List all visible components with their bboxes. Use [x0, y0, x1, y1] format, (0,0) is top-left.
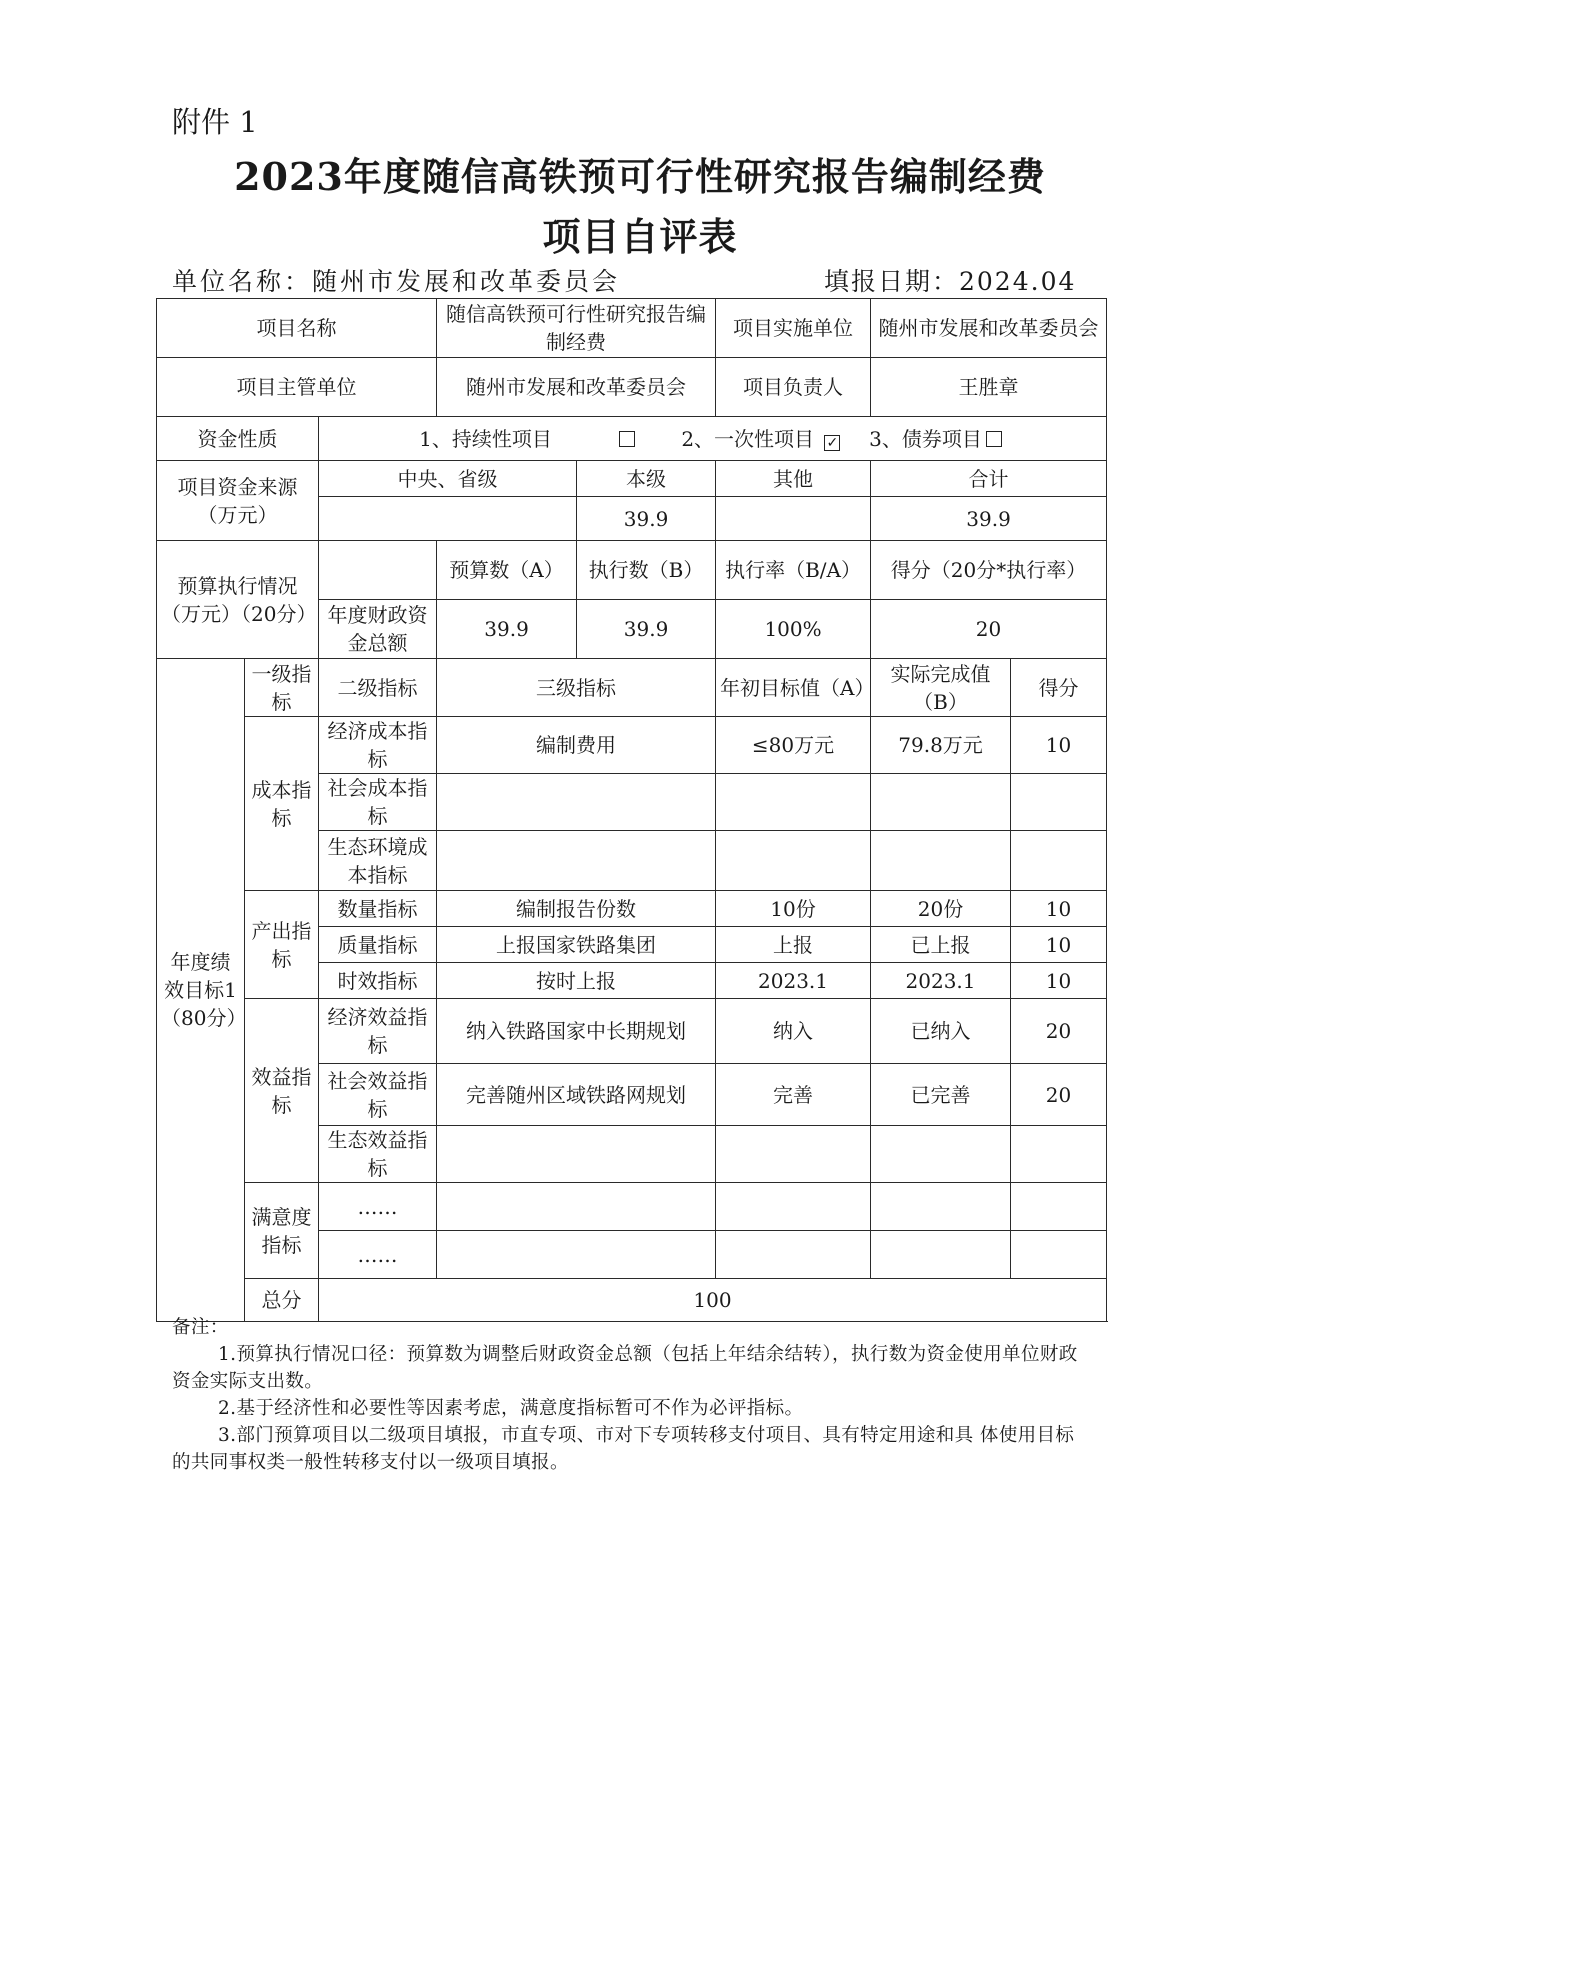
note-2: 2.基于经济性和必要性等因素考虑，满意度指标暂可不作为必评指标。	[218, 1398, 804, 1419]
perf-l2: 生态环境成本指标	[319, 831, 437, 891]
perf-target-header: 年初目标值（A）	[716, 659, 871, 717]
perf-score: 10	[1011, 927, 1107, 963]
fund-source-total-header: 合计	[871, 461, 1107, 497]
perf-actual: 79.8万元	[871, 717, 1011, 774]
perf-score	[1011, 831, 1107, 891]
option-recurring: 1、持续性项目	[419, 426, 552, 451]
perf-group-label: 产出指标	[245, 891, 319, 999]
perf-actual: 已完善	[871, 1064, 1011, 1126]
budget-header-row	[157, 541, 1107, 600]
perf-l2-header: 二级指标	[319, 659, 437, 717]
report-date: 填报日期：2024.04	[824, 267, 1077, 296]
recurring-checkbox[interactable]	[619, 431, 635, 447]
leader-value: 王胜章	[871, 358, 1107, 417]
notes-heading: 备注：	[172, 1317, 229, 1338]
budget-score-header: 得分（20分*执行率）	[871, 541, 1107, 600]
perf-actual	[871, 1183, 1011, 1231]
perf-target: 上报	[716, 927, 871, 963]
perf-actual	[871, 831, 1011, 891]
fund-nature-options	[319, 417, 1107, 461]
fund-source-local-header: 本级	[577, 461, 716, 497]
perf-header-row	[157, 659, 1107, 717]
table-row	[157, 999, 1107, 1064]
perf-l2: 社会效益指标	[319, 1064, 437, 1126]
perf-l3: 上报国家铁路集团	[437, 927, 716, 963]
fund-source-other-value	[716, 497, 871, 541]
perf-l2: 社会成本指标	[319, 774, 437, 831]
perf-l2: 时效指标	[319, 963, 437, 999]
perf-score: 10	[1011, 963, 1107, 999]
perf-target	[716, 831, 871, 891]
perf-score	[1011, 1126, 1107, 1183]
one-time-checkbox[interactable]: ✓	[824, 435, 840, 451]
perf-target	[716, 1126, 871, 1183]
fund-source-total-value: 39.9	[871, 497, 1107, 541]
total-label: 总分	[245, 1279, 319, 1322]
perf-score	[1011, 1183, 1107, 1231]
perf-group-label: 满意度指标	[245, 1183, 319, 1279]
mgr-unit-value: 随州市发展和改革委员会	[437, 358, 716, 417]
attachment-label: 附件 1	[172, 105, 258, 139]
fund-source-local-value: 39.9	[577, 497, 716, 541]
perf-score	[1011, 774, 1107, 831]
note-3: 3.部门预算项目以二级项目填报，市直专项、市对下专项转移支付项目、具有特定用途和具 体使用目标的共同事权类一般性转移支付以一级项目填报。	[172, 1425, 1075, 1473]
budget-row-label: 年度财政资金总额	[319, 600, 437, 659]
perf-target: 10份	[716, 891, 871, 927]
perf-l3	[437, 1231, 716, 1279]
perf-score-header: 得分	[1011, 659, 1107, 717]
budget-executed-header: 执行数（B）	[577, 541, 716, 600]
perf-section-label: 年度绩效目标1（80分）	[157, 659, 245, 1322]
budget-blank-header	[319, 541, 437, 600]
fund-source-central-value	[319, 497, 577, 541]
perf-score: 10	[1011, 891, 1107, 927]
perf-target	[716, 1183, 871, 1231]
perf-actual: 2023.1	[871, 963, 1011, 999]
perf-actual	[871, 1126, 1011, 1183]
perf-score: 10	[1011, 717, 1107, 774]
budget-amount-value: 39.9	[437, 600, 577, 659]
total-value: 100	[319, 1279, 1107, 1322]
notes	[172, 1314, 1092, 1476]
page-subtitle: 项目自评表	[542, 214, 738, 259]
perf-target: 完善	[716, 1064, 871, 1126]
table-row	[157, 1183, 1107, 1231]
perf-l1-header: 一级指标	[245, 659, 319, 717]
perf-group-label: 成本指标	[245, 717, 319, 891]
perf-l3-header: 三级指标	[437, 659, 716, 717]
perf-l3	[437, 831, 716, 891]
option-one-time: 2、一次性项目	[681, 426, 815, 451]
info-row-2	[157, 358, 1107, 417]
budget-rate-header: 执行率（B/A）	[716, 541, 871, 600]
perf-actual	[871, 1231, 1011, 1279]
impl-unit-value: 随州市发展和改革委员会	[871, 299, 1107, 358]
perf-target	[716, 1231, 871, 1279]
self-evaluation-table	[156, 298, 1107, 1322]
perf-actual	[871, 774, 1011, 831]
perf-actual: 已纳入	[871, 999, 1011, 1064]
perf-l2: 质量指标	[319, 927, 437, 963]
perf-l3: 编制报告份数	[437, 891, 716, 927]
fund-source-central-header: 中央、省级	[319, 461, 577, 497]
perf-l3: 按时上报	[437, 963, 716, 999]
fund-source-other-header: 其他	[716, 461, 871, 497]
table-row	[157, 717, 1107, 774]
perf-score	[1011, 1231, 1107, 1279]
perf-actual-header: 实际完成值（B）	[871, 659, 1011, 717]
page-title: 2023年度随信高铁预可行性研究报告编制经费	[234, 154, 1046, 199]
perf-l2: ……	[319, 1231, 437, 1279]
perf-target: 2023.1	[716, 963, 871, 999]
option-bond: 3、债券项目	[869, 426, 982, 451]
perf-actual: 20份	[871, 891, 1011, 927]
perf-l2: ……	[319, 1183, 437, 1231]
project-name-value: 随信高铁预可行性研究报告编制经费	[437, 299, 716, 358]
leader-label: 项目负责人	[716, 358, 871, 417]
budget-rate-value: 100%	[716, 600, 871, 659]
fund-nature-row	[157, 417, 1107, 461]
bond-checkbox[interactable]	[986, 431, 1002, 447]
perf-group-label: 效益指标	[245, 999, 319, 1183]
perf-l2: 经济效益指标	[319, 999, 437, 1064]
fund-source-header-row	[157, 461, 1107, 497]
budget-amount-header: 预算数（A）	[437, 541, 577, 600]
perf-actual: 已上报	[871, 927, 1011, 963]
perf-l3: 纳入铁路国家中长期规划	[437, 999, 716, 1064]
perf-l2: 经济成本指标	[319, 717, 437, 774]
mgr-unit-label: 项目主管单位	[157, 358, 437, 417]
unit-name: 单位名称：随州市发展和改革委员会	[172, 267, 621, 296]
budget-score-value: 20	[871, 600, 1107, 659]
perf-target: ≤80万元	[716, 717, 871, 774]
perf-l3	[437, 1126, 716, 1183]
impl-unit-label: 项目实施单位	[716, 299, 871, 358]
info-row-1	[157, 299, 1107, 358]
project-name-label: 项目名称	[157, 299, 437, 358]
perf-target: 纳入	[716, 999, 871, 1064]
perf-score: 20	[1011, 999, 1107, 1064]
perf-l3: 编制费用	[437, 717, 716, 774]
perf-l3: 完善随州区域铁路网规划	[437, 1064, 716, 1126]
note-1: 1.预算执行情况口径：预算数为调整后财政资金总额（包括上年结余结转），执行数为资金使用单位财政资金实际支出数。	[172, 1344, 1078, 1392]
budget-label: 预算执行情况（万元）（20分）	[157, 541, 319, 659]
perf-l2: 生态效益指标	[319, 1126, 437, 1183]
perf-target	[716, 774, 871, 831]
fund-source-label: 项目资金来源（万元）	[157, 461, 319, 541]
perf-l3	[437, 1183, 716, 1231]
table-row	[157, 891, 1107, 927]
fund-nature-label: 资金性质	[157, 417, 319, 461]
perf-l3	[437, 774, 716, 831]
perf-score: 20	[1011, 1064, 1107, 1126]
budget-executed-value: 39.9	[577, 600, 716, 659]
perf-l2: 数量指标	[319, 891, 437, 927]
